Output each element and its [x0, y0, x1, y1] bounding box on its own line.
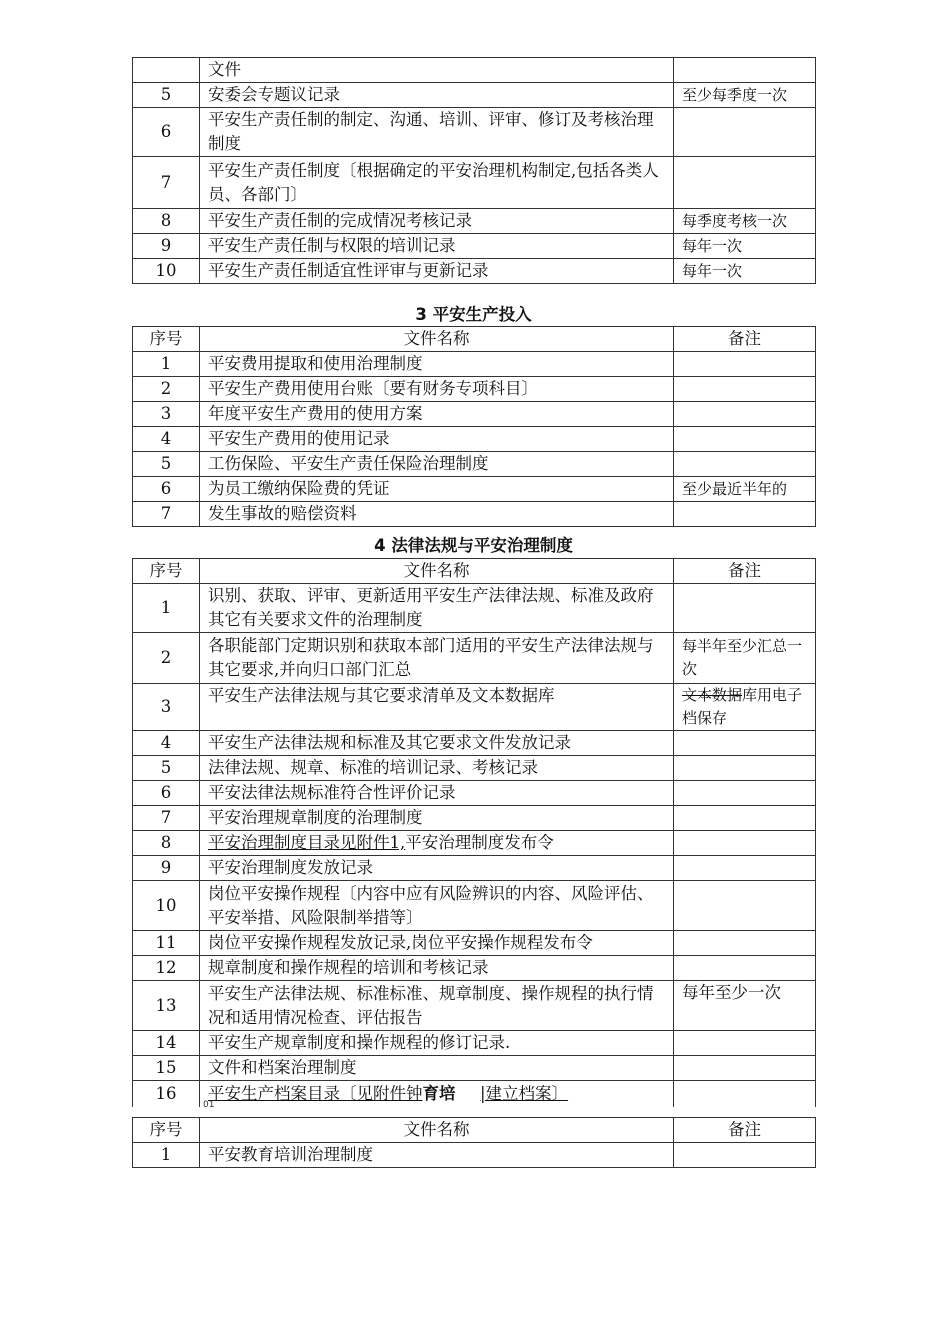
header-seq: 序号 — [133, 327, 200, 352]
row-number: 3 — [133, 684, 200, 731]
remark — [674, 502, 816, 527]
document-name: 平安生产法律法规和标准及其它要求文件发放记录 — [200, 731, 674, 756]
remark — [674, 1031, 816, 1056]
row-number — [133, 58, 200, 83]
row-number: 6 — [133, 781, 200, 806]
header-note: 备注 — [674, 1118, 816, 1143]
remark: 每半年至少汇总一次 — [674, 633, 816, 684]
table-row — [133, 352, 816, 377]
row-number: 7 — [133, 806, 200, 831]
table-row — [133, 856, 816, 881]
document-name: 平安生产法律法规与其它要求清单及文本数据库 — [200, 684, 674, 731]
row-number: 7 — [133, 157, 200, 209]
table-header-row — [133, 1118, 816, 1143]
table-row — [133, 377, 816, 402]
header-seq: 序号 — [133, 559, 200, 584]
table-row — [133, 806, 816, 831]
table-row — [133, 1056, 816, 1081]
document-name: 平安生产责任制适宜性评审与更新记录 — [200, 259, 674, 284]
remark — [674, 377, 816, 402]
table-row — [133, 831, 816, 856]
header-seq: 序号 — [133, 1118, 200, 1143]
laws-regulations-table — [132, 558, 816, 1107]
row-number: 5 — [133, 756, 200, 781]
document-name: 各职能部门定期识别和获取本部门适用的平安生产法律法规与其它要求,并向归口部门汇总 — [200, 633, 674, 684]
remark — [674, 427, 816, 452]
document-name: 平安生产费用使用台账〔要有财务专项科目〕 — [200, 377, 674, 402]
table-row — [133, 584, 816, 633]
row-number: 3 — [133, 402, 200, 427]
remark — [674, 931, 816, 956]
row-number: 9 — [133, 856, 200, 881]
row-number: 16 — [133, 1081, 200, 1107]
table-row — [133, 477, 816, 502]
table-row — [133, 452, 816, 477]
table-row — [133, 781, 816, 806]
table-row — [133, 83, 816, 108]
row-number: 8 — [133, 209, 200, 234]
document-name: 平安生产费用的使用记录 — [200, 427, 674, 452]
document-name — [200, 1081, 674, 1107]
row-number: 10 — [133, 259, 200, 284]
table-header-row — [133, 559, 816, 584]
row-number: 6 — [133, 108, 200, 157]
header-name: 文件名称 — [200, 327, 674, 352]
table-row — [133, 981, 816, 1031]
section-title: 3 平安生产投入 — [415, 305, 532, 324]
row-number: 4 — [133, 731, 200, 756]
document-name: 平安生产法律法规、标准标准、规章制度、操作规程的执行情况和适用情况检查、评估报告 — [200, 981, 674, 1031]
archive-catalog-text: 平安生产档案目录〔见附件钟 — [208, 1083, 423, 1103]
table-row — [133, 956, 816, 981]
table-header-row — [133, 327, 816, 352]
row-number: 8 — [133, 831, 200, 856]
table-row — [133, 502, 816, 527]
document-name: 平安生产责任制与权限的培训记录 — [200, 234, 674, 259]
header-note: 备注 — [674, 559, 816, 584]
table-row — [133, 931, 816, 956]
row-number: 6 — [133, 477, 200, 502]
table-row — [133, 157, 816, 209]
document-name: 平安法律法规标准符合性评价记录 — [200, 781, 674, 806]
remark — [674, 108, 816, 157]
remark — [674, 831, 816, 856]
table-row — [133, 427, 816, 452]
row-number: 5 — [133, 452, 200, 477]
table-row — [133, 234, 816, 259]
row-number: 2 — [133, 377, 200, 402]
document-name: 平安治理规章制度的治理制度 — [200, 806, 674, 831]
table-row — [133, 684, 816, 731]
document-name: 安委会专题议记录 — [200, 83, 674, 108]
row-number: 15 — [133, 1056, 200, 1081]
table-row — [133, 402, 816, 427]
document-name: 平安生产责任制的完成情况考核记录 — [200, 209, 674, 234]
safety-investment-table — [132, 326, 816, 527]
remark — [674, 881, 816, 931]
table-row — [133, 1143, 816, 1168]
document-name: 发生事故的赔偿资料 — [200, 502, 674, 527]
header-name: 文件名称 — [200, 559, 674, 584]
responsibility-table — [132, 57, 816, 284]
document-name: 年度平安生产费用的使用方案 — [200, 402, 674, 427]
row-number: 4 — [133, 427, 200, 452]
row-number: 11 — [133, 931, 200, 956]
remark — [674, 956, 816, 981]
remark — [674, 452, 816, 477]
document-name: 岗位平安操作规程〔内容中应有风险辨识的内容、风险评估、平安举措、风险限制举措等〕 — [200, 881, 674, 931]
document-name: 平安生产责任制的制定、沟通、培训、评审、修订及考核治理制度 — [200, 108, 674, 157]
remark: 至少每季度一次 — [674, 83, 816, 108]
row-number: 14 — [133, 1031, 200, 1056]
remark — [674, 781, 816, 806]
document-name: 法律法规、规章、标准的培训记录、考核记录 — [200, 756, 674, 781]
remark — [674, 1143, 816, 1168]
table-row — [133, 633, 816, 684]
archive-catalog-tail: |建立档案〕 — [480, 1083, 569, 1103]
row-number: 13 — [133, 981, 200, 1031]
document-name: 文件 — [200, 58, 674, 83]
document-name: 平安生产责任制度〔根据确定的平安治理机构制定,包括各类人员、各部门〕 — [200, 157, 674, 209]
remark — [674, 58, 816, 83]
document-name: 规章制度和操作规程的培训和考核记录 — [200, 956, 674, 981]
row-number: 12 — [133, 956, 200, 981]
document-name: 为员工缴纳保险费的凭证 — [200, 477, 674, 502]
appendix-link[interactable]: 平安治理制度目录见附件1, — [208, 833, 406, 852]
table-row — [133, 881, 816, 931]
row-number: 1 — [133, 584, 200, 633]
remark: 每年至少一次 — [674, 981, 816, 1031]
row-number: 9 — [133, 234, 200, 259]
table-row — [133, 58, 816, 83]
remark: 每季度考核一次 — [674, 209, 816, 234]
remark — [674, 731, 816, 756]
table-row — [133, 259, 816, 284]
document-name-rest: 平安治理制度发布令 — [405, 833, 554, 852]
row-number: 5 — [133, 83, 200, 108]
header-note: 备注 — [674, 327, 816, 352]
document-name: 平安费用提取和使用治理制度 — [200, 352, 674, 377]
remark — [674, 352, 816, 377]
header-name: 文件名称 — [200, 1118, 674, 1143]
remark-text: 库用电子档保存 — [682, 686, 803, 727]
remark — [674, 684, 816, 731]
remark: 至少最近半年的 — [674, 477, 816, 502]
remark: 每年一次 — [674, 234, 816, 259]
remark — [674, 157, 816, 209]
remark — [674, 756, 816, 781]
table-row — [133, 756, 816, 781]
remark — [674, 1056, 816, 1081]
document-name: 岗位平安操作规程发放记录,岗位平安操作规程发布令 — [200, 931, 674, 956]
table-row — [133, 1081, 816, 1107]
row-number: 2 — [133, 633, 200, 684]
remark — [674, 402, 816, 427]
row-number: 7 — [133, 502, 200, 527]
row-number: 10 — [133, 881, 200, 931]
document-name: 文件和档案治理制度 — [200, 1056, 674, 1081]
table-row — [133, 209, 816, 234]
page-marker: 01 — [203, 1100, 215, 1110]
remark — [674, 584, 816, 633]
remark — [674, 806, 816, 831]
document-name: 平安生产规章制度和操作规程的修订记录. — [200, 1031, 674, 1056]
remark: 每年一次 — [674, 259, 816, 284]
section-title: 4 法律法规与平安治理制度 — [374, 536, 573, 555]
document-name: 工伤保险、平安生产责任保险治理制度 — [200, 452, 674, 477]
training-table — [132, 1117, 816, 1168]
document-name — [200, 831, 674, 856]
table-row — [133, 731, 816, 756]
row-number: 1 — [133, 1143, 200, 1168]
document-name: 平安治理制度发放记录 — [200, 856, 674, 881]
document-name: 识别、获取、评审、更新适用平安生产法律法规、标准及政府其它有关要求文件的治理制度 — [200, 584, 674, 633]
table-row — [133, 1031, 816, 1056]
archive-catalog-bold: 育培 — [422, 1083, 456, 1103]
row-number: 1 — [133, 352, 200, 377]
struck-text: 文本数据 — [682, 686, 743, 704]
table-row — [133, 108, 816, 157]
remark — [674, 856, 816, 881]
remark — [674, 1081, 816, 1107]
document-name: 平安教育培训治理制度 — [200, 1143, 674, 1168]
